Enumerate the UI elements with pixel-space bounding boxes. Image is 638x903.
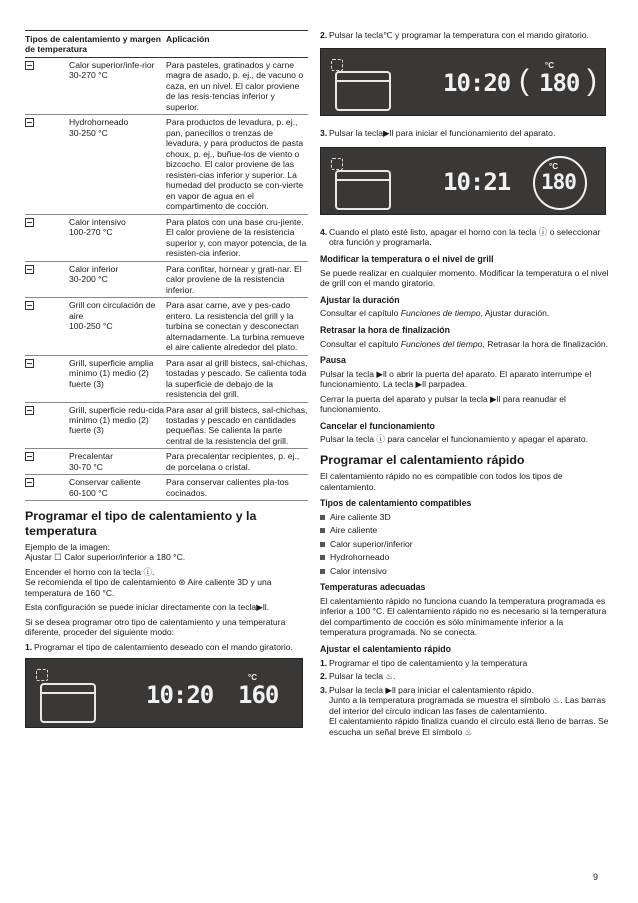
mode-application: Para conservar calientes pla-tos cocinados. [166, 477, 289, 498]
example-value: Ajustar ☐ Calor superior/inferior a 180 °C. [25, 552, 186, 563]
bottom-heat-icon [25, 265, 34, 274]
preheat-icon [25, 452, 34, 461]
mode-name: Calor inferior [69, 263, 119, 274]
subheading: Pausa [320, 355, 346, 366]
subheading: Modificar la temperatura o el nivel de grill [320, 253, 494, 264]
mode-name: Grill con circulación de aire [69, 300, 156, 321]
left-column [25, 30, 308, 728]
step-4: 4. Cuando el plato esté listo, apagar el horno con la tecla ⓘ o seleccionar otra función y programarla. [320, 226, 601, 248]
table-row [25, 356, 308, 403]
bracket-right: ) [587, 64, 597, 98]
paragraph: Esta configuración se puede iniciar directamente con la tecla▶ll. [25, 602, 270, 613]
oven-door-icon [335, 170, 391, 210]
subheading: Cancelar el funcionamiento [320, 420, 435, 431]
table-header [25, 30, 308, 58]
mode-range: 30-270 °C [69, 70, 108, 81]
mode-name: Precalentar [69, 451, 113, 462]
right-column [320, 30, 610, 740]
example-label: Ejemplo de la imagen: [25, 541, 111, 552]
paragraph: Pulsar la tecla ▶ll o abrir la puerta del aparato. El aparato interrumpe el funcionamiento. La tecla ▶ll parpadea. [320, 368, 592, 390]
table-row [25, 262, 308, 298]
mode-range: 30-70 °C [69, 461, 104, 472]
mode-name: Calor intensivo [69, 216, 126, 227]
list-item: Aire caliente 3D [320, 512, 610, 522]
clock-readout: 10:20 [443, 69, 511, 98]
table-row [25, 403, 308, 450]
grill-wide-icon [25, 359, 34, 368]
step-2: 2. Pulsar la tecla℃ y programar la temperatura con el mando giratorio. [320, 30, 589, 40]
paragraph: Si se desea programar otro tipo de calentamiento y una temperatura diferente, proceder del siguiente modo: [25, 616, 286, 638]
hydro-bake-icon [25, 118, 34, 127]
display-panel-3 [320, 147, 606, 215]
mode-application: Para asar al grill bistecs, sal-chichas, tostadas y pescado en cantidades pequeñas. Se calienta la parte central de la resistencia del grill. [166, 404, 308, 446]
paragraph: Encender el horno con la tecla ⓘ. [25, 566, 155, 577]
temperature-unit: °C [545, 61, 554, 71]
mode-range: 100-250 °C [69, 321, 113, 332]
mode-range: 100-270 °C [69, 227, 113, 238]
oven-door-icon [335, 71, 391, 111]
list-item: Calor intensivo [320, 566, 610, 576]
clock-readout: 10:20 [146, 681, 214, 710]
page-number: 9 [593, 872, 599, 882]
mode-range: 30-200 °C [69, 274, 108, 285]
mode-name: Calor superior/infe-rior [69, 59, 155, 70]
step-3: 3. Pulsar la tecla ▶ll para iniciar el calentamiento rápido. Junto a la temperatura programada se muestra el símbolo ♨. Las barras del interior del círculo indican las fases de calentamiento. El calentamiento rápido finaliza cuando el círculo está lleno de barras. Se escucha un señal breve El símbolo ♨ [320, 684, 609, 737]
section-title: Programar el tipo de calentamiento y la temperatura [25, 509, 257, 538]
table-row [25, 449, 308, 475]
temperature-unit: °C [248, 673, 257, 683]
grill-small-icon [25, 406, 34, 415]
header-modes: Tipos de calentamiento y margen de temperatura [25, 34, 161, 55]
oven-light-icon [331, 59, 343, 71]
oven-light-icon [36, 669, 48, 681]
temperature-readout: 160 [238, 681, 279, 710]
temperature-readout: 180 [541, 169, 576, 194]
compatible-list [320, 512, 610, 576]
mode-application: Para asar carne, ave y pes-cado entero. La resistencia del grill y la turbina se conectan y desconectan alternadamente. La turbina remueve el aire caliente alrededor del plato. [166, 300, 305, 353]
paragraph: Consultar el capítulo Funciones de tiempo, Ajustar duración. [320, 308, 550, 319]
mode-application: Para confitar, hornear y grati-nar. El calor proviene de la resistencia inferior. [166, 263, 302, 295]
display-panel-1 [25, 658, 303, 728]
list-item: Aire caliente [320, 525, 610, 535]
paragraph: Pulsar la tecla ⓘ para cancelar el funcionamiento y apagar el aparato. [320, 434, 588, 445]
mode-name: Hydrohorneado [69, 117, 129, 128]
section-title: Programar el calentamiento rápido [320, 452, 525, 467]
paragraph: Se puede realizar en cualquier momento. Modificar la temperatura o el nivel de grill con el mando giratorio. [320, 267, 609, 289]
mode-application: Para pasteles, gratinados y carne magra de asado, p. ej., de vacuno o caza, en un nivel. El calor proviene de las resis-tencias inferior y superior. [166, 59, 304, 112]
keep-warm-icon [25, 478, 34, 487]
oven-light-icon [331, 158, 343, 170]
mode-range: mínimo (1) medio (2) fuerte (3) [69, 414, 149, 436]
table-row [25, 475, 308, 501]
paragraph: Cerrar la puerta del aparato y pulsar la tecla ▶ll para reanudar el funcionamiento. [320, 393, 566, 415]
paragraph: Consultar el capítulo Funciones del tiempo, Retrasar la hora de finalización. [320, 338, 609, 349]
header-application: Aplicación [166, 34, 210, 44]
subheading: Ajustar la duración [320, 294, 400, 305]
mode-application: Para asar al grill bistecs, sal-chichas, tostadas y pescado. Se calienta toda la superficie de debajo de la resistencia del grill. [166, 357, 308, 400]
clock-readout: 10:21 [443, 167, 511, 196]
subheading: Temperaturas adecuadas [320, 582, 426, 593]
step-1: 1. Programar el tipo de calentamiento y la temperatura [320, 657, 528, 668]
table-row [25, 298, 308, 355]
bracket-left: ( [519, 64, 529, 98]
top-bottom-heat-icon [25, 61, 34, 70]
table-row [25, 115, 308, 214]
table-row [25, 58, 308, 115]
mode-name: Grill, superficie amplia [69, 357, 154, 368]
mode-range: mínimo (1) medio (2) fuerte (3) [69, 368, 149, 389]
subheading: Tipos de calentamiento compatibles [320, 498, 472, 509]
mode-application: Para platos con una base cru-jiente. El calor proviene de la resistencia superior y, con mayor potencia, de la resisten-cia inferior. [166, 216, 307, 259]
mode-range: 30-250 °C [69, 127, 108, 138]
intensive-heat-icon [25, 218, 34, 227]
paragraph: Se recomienda el tipo de calentamiento ⊛ Aire caliente 3D y una temperatura de 160 °C. [25, 577, 272, 598]
mode-application: Para precalentar recipientes, p. ej., de porcelana o cristal. [166, 451, 300, 472]
mode-name: Grill, superficie redu-cida [69, 404, 165, 415]
table-row [25, 215, 308, 262]
list-item: Hydrohorneado [320, 552, 610, 562]
step-1: 1. Programar el tipo de calentamiento deseado con el mando giratorio. [25, 641, 293, 652]
temperature-readout: 180 [539, 69, 580, 98]
mode-range: 60-100 °C [69, 487, 108, 498]
step-2: 2. Pulsar la tecla ♨. [320, 671, 396, 682]
subheading: Ajustar el calentamiento rápido [320, 643, 452, 654]
mode-application: Para productos de levadura, p. ej., pan, panecillos o trenzas de levadura, y para productos de pasta choux, p. ej., buñue-los de viento o bizcocho. El calor proviene de las resisten-cias inferior y superior. La humedad del producto se con-vierte en vapor de agua en el compartimento de cocción. [166, 117, 304, 212]
oven-door-icon [40, 683, 96, 723]
temperature-unit: °C [549, 161, 558, 171]
subheading: Retrasar la hora de finalización [320, 324, 451, 335]
mode-name: Conservar caliente [69, 477, 141, 488]
grill-fan-icon [25, 301, 34, 310]
display-panel-2 [320, 48, 606, 116]
paragraph: El calentamiento rápido no es compatible con todos los tipos de calentamiento. [320, 471, 563, 492]
step-3: 3. Pulsar la tecla▶ll para iniciar el funcionamiento del aparato. [320, 128, 556, 139]
paragraph: El calentamiento rápido no funciona cuando la temperatura programada es inferior a 100 °C. El calentamiento rápido no es necesario si la temperatura del compartimento de cocción es sólo mínimamente inferior a la temperatura programada. No se conecta. [320, 595, 607, 638]
list-item: Calor superior/inferior [320, 539, 610, 549]
